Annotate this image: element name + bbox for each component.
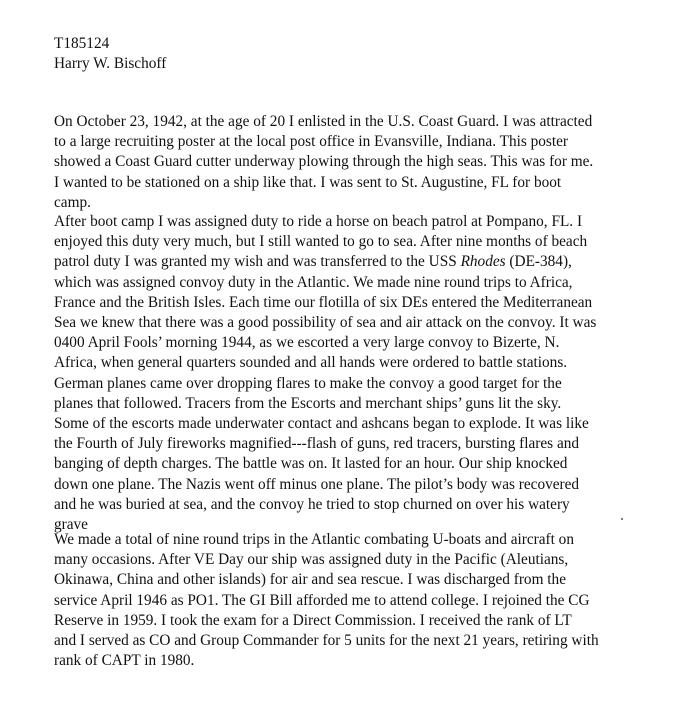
- text-line: showed a Coast Guard cutter underway plowing through the high seas. This was for me.: [54, 153, 594, 171]
- text-line: banging of depth charges. The battle was on. It lasted for an hour. Our ship knocked: [54, 455, 568, 473]
- paragraph-later-service: [54, 530, 682, 671]
- text-line: many occasions. After VE Day our ship was assigned duty in the Pacific (Aleutians,: [54, 551, 569, 569]
- ship-line-suffix: (DE-384),: [505, 253, 572, 271]
- scan-speck: [621, 518, 623, 520]
- text-line: camp.: [54, 193, 91, 211]
- text-line-ship: [54, 252, 682, 272]
- text-line: and he was buried at sea, and the convoy he tried to stop churned on over his watery: [54, 495, 570, 513]
- document-header: [54, 34, 674, 74]
- document-id: T185124: [54, 35, 110, 52]
- text-line: rank of CAPT in 1980.: [54, 652, 195, 670]
- text-line: Some of the escorts made underwater contact and ashcans began to explode. It was like: [54, 415, 589, 433]
- text-line: enjoyed this duty very much, but I still wanted to go to sea. After nine months of beach: [54, 233, 588, 251]
- text-line: German planes came over dropping flares to make the convoy a good target for the: [54, 374, 562, 392]
- text-line: After boot camp I was assigned duty to ride a horse on beach patrol at Pompano, FL. I: [54, 213, 583, 230]
- text-line: to a large recruiting poster at the local post office in Evansville, Indiana. This poster: [54, 133, 568, 151]
- text-line: Africa, when general quarters sounded and all hands were ordered to battle stations.: [54, 354, 568, 372]
- text-line: grave: [54, 516, 88, 534]
- paragraph-enlistment: [54, 112, 682, 213]
- text-line: Okinawa, China and other islands) for air and sea rescue. I was discharged from the: [54, 571, 566, 589]
- text-line: service April 1946 as PO1. The GI Bill afforded me to attend college. I rejoined the CG: [54, 591, 590, 609]
- text-line: I wanted to be stationed on a ship like that. I was sent to St. Augustine, FL for boot: [54, 173, 562, 191]
- text-line: France and the British Isles. Each time our flotilla of six DEs entered the Mediterranean: [54, 293, 593, 311]
- text-line: On October 23, 1942, at the age of 20 I enlisted in the U.S. Coast Guard. I was attracted: [54, 113, 593, 130]
- ship-line-prefix: patrol duty I was granted my wish and was transferred to the USS: [54, 253, 461, 271]
- paragraph-convoy-duty: [54, 212, 682, 535]
- text-line: 0400 April Fools’ morning 1944, as we escorted a very large convoy to Bizerte, N.: [54, 334, 560, 352]
- text-line: which was assigned convoy duty in the Atlantic. We made nine round trips to Africa,: [54, 273, 573, 291]
- ship-name: Rhodes: [460, 253, 506, 271]
- text-line: down one plane. The Nazis went off minus one plane. The pilot’s body was recovered: [54, 475, 580, 493]
- text-line: Reserve in 1959. I took the exam for a Direct Commission. I received the rank of LT: [54, 611, 572, 629]
- text-line: Sea we knew that there was a good possibility of sea and air attack on the convoy. It was: [54, 314, 597, 332]
- text-line: We made a total of nine round trips in the Atlantic combating U-boats and aircraft on: [54, 531, 574, 548]
- text-line: planes that followed. Tracers from the Escorts and merchant ships’ guns lit the sky.: [54, 394, 562, 412]
- text-line: and I served as CO and Group Commander for 5 units for the next 21 years, retiring with: [54, 632, 599, 650]
- author-name: Harry W. Bischoff: [54, 55, 167, 73]
- text-line: the Fourth of July fireworks magnified---flash of guns, red tracers, bursting flares and: [54, 435, 580, 453]
